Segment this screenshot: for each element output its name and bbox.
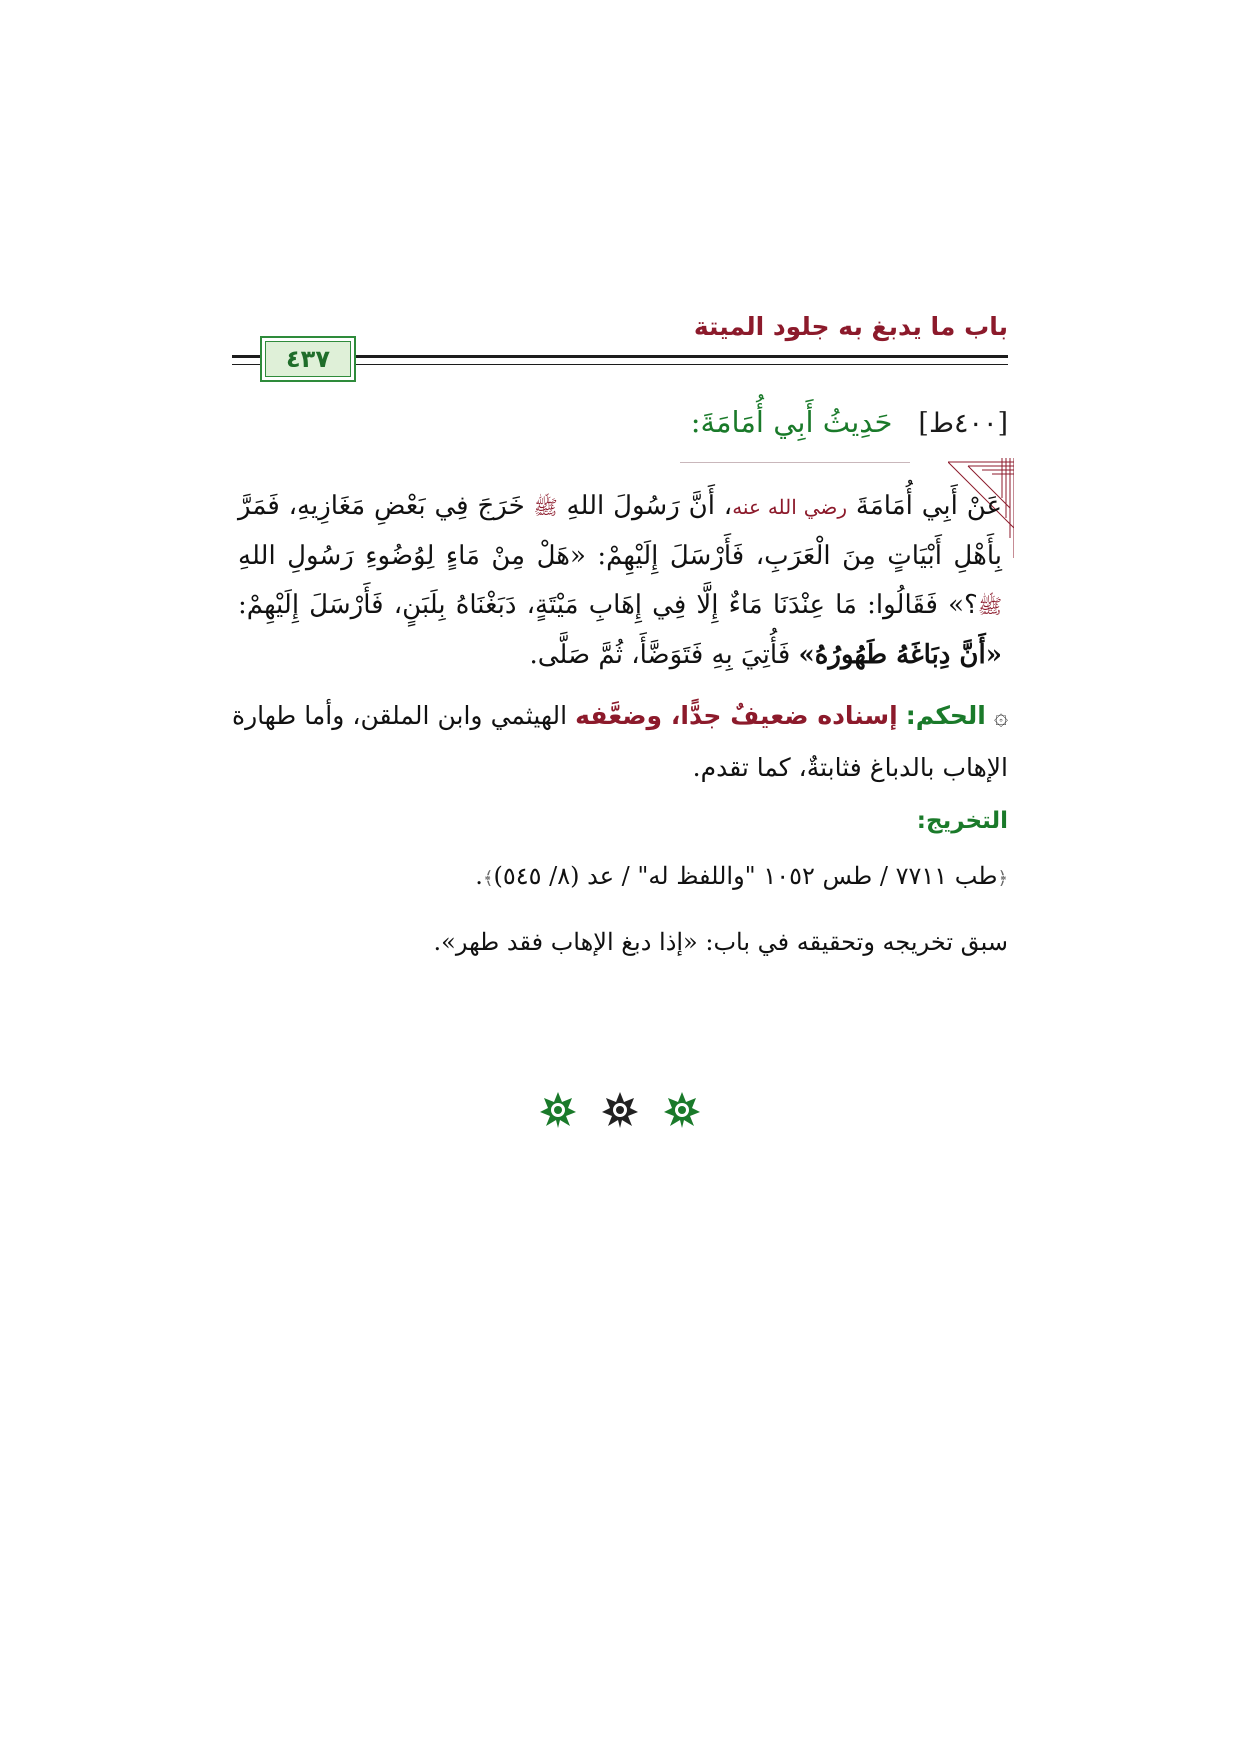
hadith-number: [٤٠٠ط] [918, 408, 1008, 439]
hadith-heading [691, 405, 1008, 439]
salla-glyph: ﷺ [533, 495, 558, 519]
hadith-text-part: خَرَجَ فِي بَعْضِ مَغَازِيهِ، فَمَرَّ بِأَهْلِ أَبْيَاتٍ مِنَ الْعَرَبِ، فَأَرْسَلَ إِلَيْهِمْ: «هَلْ مِنْ مَاءٍ لِوُضُوءِ رَسُولِ اللهِ [238, 491, 1002, 571]
hadith-text-part: فَأُتِيَ بِهِ فَتَوَضَّأَ، ثُمَّ صَلَّى. [529, 640, 799, 670]
ruling-text: الهيثمي وابن الملقن، وأما طهارة الإهاب بالدباغ فثابتةٌ، كما تقدم. [232, 701, 1008, 782]
ruling-paragraph [232, 690, 1008, 794]
hadith-text-part: ، أَنَّ رَسُولَ اللهِ [557, 491, 733, 521]
green-star-ornament-icon [662, 1090, 702, 1130]
close-bracket: ﴾ [482, 868, 494, 889]
green-star-ornament-icon [538, 1090, 578, 1130]
previous-reference-note: سبق تخريجه وتحقيقه في باب: «إذا دبغ الإهاب فقد طهر». [433, 928, 1008, 956]
hadith-text [238, 482, 1002, 680]
salla-glyph: ﷺ [977, 594, 1002, 618]
ruling-label: الحكم: [905, 701, 986, 730]
open-bracket: ﴿ [997, 868, 1008, 889]
radiya-glyph: رضي الله عنه [732, 495, 848, 519]
flower-icon: ۞ [993, 702, 1009, 730]
hadith-title: حَدِيثُ أَبِي أُمَامَةَ: [690, 405, 893, 439]
sources-trailing: . [475, 862, 483, 890]
takhrij-title: التخريج: [916, 808, 1008, 834]
chapter-title: باب ما يدبغ به جلود الميتة [693, 312, 1008, 341]
takhrij-sources [475, 862, 1008, 890]
heading-underline [680, 462, 910, 463]
sources-text: طب ٧٧١١ / طس ١٠٥٢ "واللفظ له" / عد (٨/ ٥٤٥) [493, 862, 998, 890]
page-number: ٤٣٧ [265, 341, 351, 377]
ruling-verdict: إسناده ضعيفٌ جدًّا، وضعَّفه [575, 701, 898, 730]
page-number-badge [260, 336, 356, 382]
section-end-ornaments [520, 1090, 720, 1130]
hadith-text-part: ؟» فَقَالُوا: مَا عِنْدَنَا مَاءٌ إِلَّا فِي إِهَابِ مَيْتَةٍ، دَبَغْنَاهُ بِلَبَنٍ، فَأَرْسَلَ إِلَيْهِمْ: [238, 590, 978, 620]
hadith-quote-bold: «أَنَّ دِبَاغَهُ طَهُورُهُ» [798, 640, 1002, 670]
hadith-text-part: عَنْ أَبِي أُمَامَةَ [847, 491, 1003, 521]
dark-star-ornament-icon [600, 1090, 640, 1130]
